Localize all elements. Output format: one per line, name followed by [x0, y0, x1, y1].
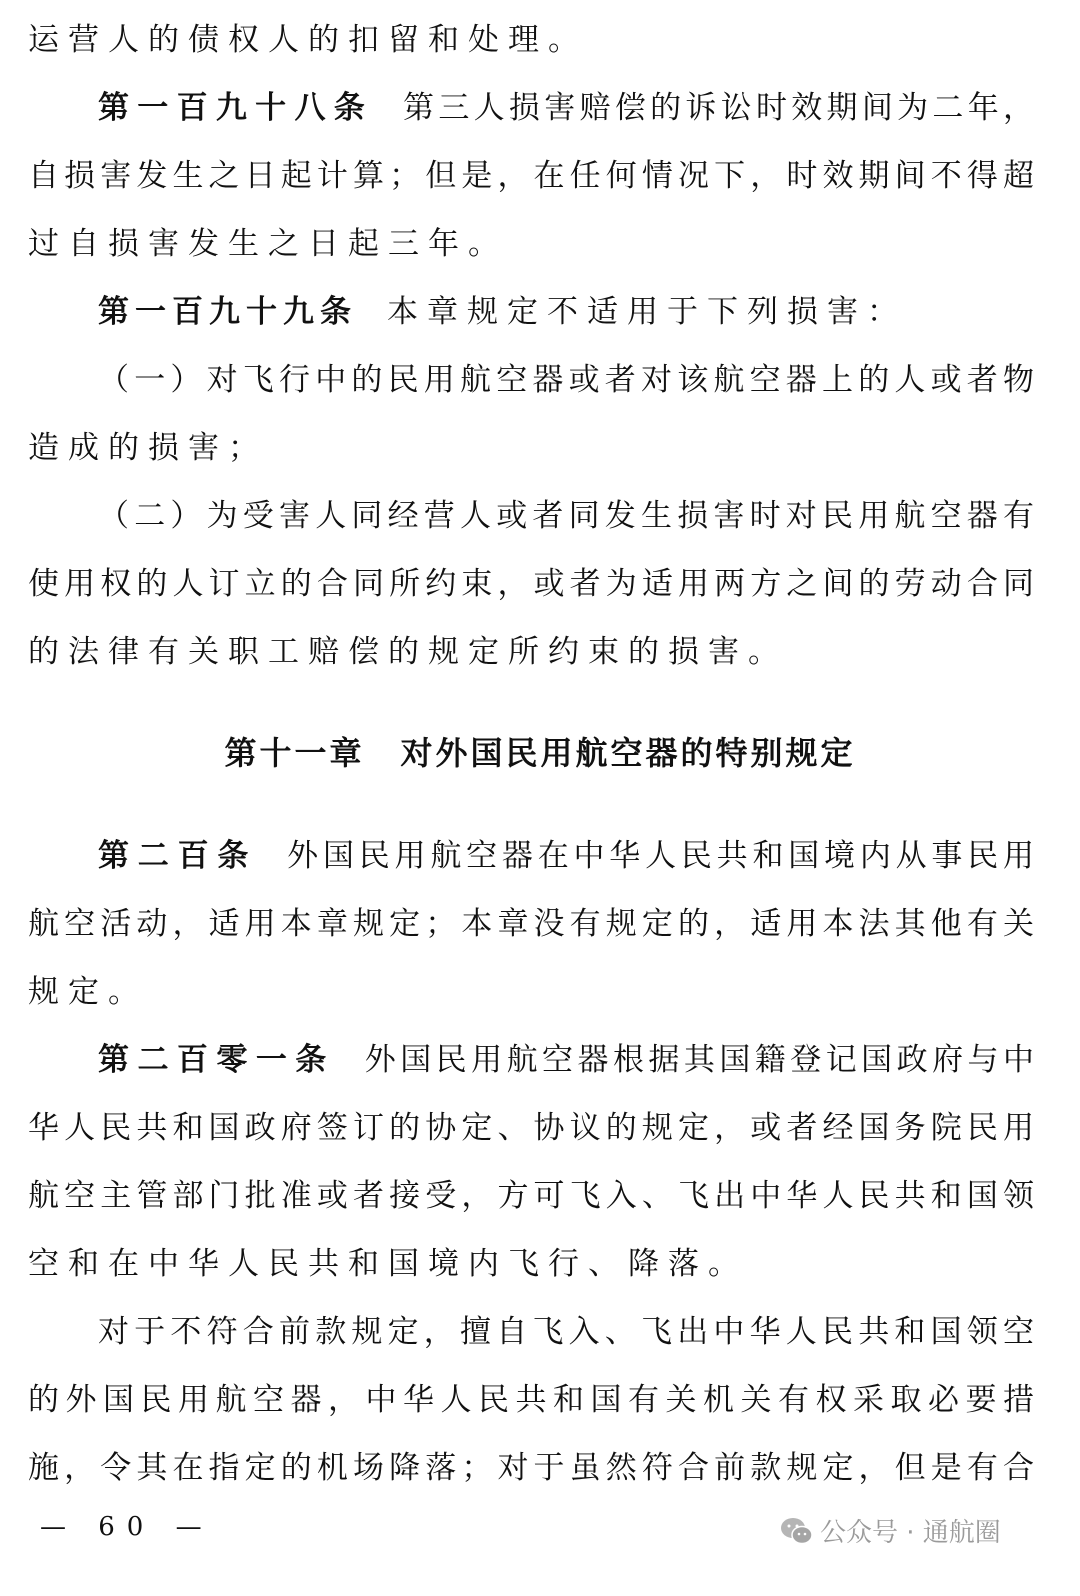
line-text: 规定。	[28, 974, 148, 1010]
chapter-heading	[0, 728, 1080, 774]
line-text: 过自损害发生之日起三年。	[28, 226, 508, 262]
text-line	[28, 1240, 1036, 1288]
article-number: 第二百条	[98, 838, 258, 874]
text-line	[98, 1308, 1036, 1356]
article-number: 第一百九十八条	[98, 90, 374, 126]
text-line	[98, 356, 1036, 404]
article-number: 第二百零一条	[98, 1042, 335, 1078]
line-text: 施，令其在指定的机场降落；对于虽然符合前款规定，但是有合	[28, 1450, 1036, 1486]
chapter-number: 第十一章	[224, 734, 365, 772]
page-number: — 60 —	[40, 1512, 214, 1542]
line-text: 造成的损害；	[28, 430, 268, 466]
article-number: 第一百九十九条	[98, 294, 357, 330]
text-line	[28, 968, 1036, 1016]
text-line	[98, 1036, 1036, 1084]
line-text: 航空活动，适用本章规定；本章没有规定的，适用本法其他有关	[28, 906, 1036, 942]
text-line	[28, 1104, 1036, 1152]
chapter-title: 对外国民用航空器的特别规定	[400, 734, 856, 772]
text-line	[98, 492, 1036, 540]
text-line	[28, 900, 1036, 948]
line-text: 使用权的人订立的合同所约束，或者为适用两方之间的劳动合同	[28, 566, 1036, 602]
text-line	[28, 16, 1036, 64]
line-text: 第三人损害赔偿的诉讼时效期间为二年，	[403, 90, 1037, 126]
line-text: （二）为受害人同经营人或者同发生损害时对民用航空器有	[98, 498, 1036, 534]
line-text: 外国民用航空器根据其国籍登记国政府与中	[364, 1042, 1036, 1078]
text-line	[28, 1444, 1036, 1492]
text-line	[28, 220, 1036, 268]
watermark-text: 公众号 · 通航圈	[820, 1518, 1001, 1548]
text-line	[98, 832, 1036, 880]
line-text: 空和在中华人民共和国境内飞行、降落。	[28, 1246, 748, 1282]
line-text: 外国民用航空器在中华人民共和国境内从事民用	[287, 838, 1037, 874]
line-text: 的法律有关职工赔偿的规定所约束的损害。	[28, 634, 788, 670]
line-text: 本章规定不适用于下列损害：	[387, 294, 907, 330]
line-text: 华人民共和国政府签订的协定、协议的规定，或者经国务院民用	[28, 1110, 1036, 1146]
text-line	[28, 1172, 1036, 1220]
text-line	[28, 560, 1036, 608]
text-line	[28, 424, 1036, 472]
text-line	[98, 84, 1036, 132]
line-text: 对于不符合前款规定，擅自飞入、飞出中华人民共和国领空	[98, 1314, 1036, 1350]
text-line	[28, 152, 1036, 200]
text-line	[28, 628, 1036, 676]
line-text: 的外国民用航空器，中华人民共和国有关机关有权采取必要措	[28, 1382, 1036, 1418]
line-text: （一）对飞行中的民用航空器或者对该航空器上的人或者物	[98, 362, 1036, 398]
line-text: 自损害发生之日起计算；但是，在任何情况下，时效期间不得超	[28, 158, 1036, 194]
text-line	[98, 288, 1036, 336]
line-text: 运营人的债权人的扣留和处理。	[28, 22, 588, 58]
watermark	[780, 1512, 1001, 1549]
text-line	[28, 1376, 1036, 1424]
line-text: 航空主管部门批准或者接受，方可飞入、飞出中华人民共和国领	[28, 1178, 1036, 1214]
wechat-icon	[780, 1516, 814, 1546]
